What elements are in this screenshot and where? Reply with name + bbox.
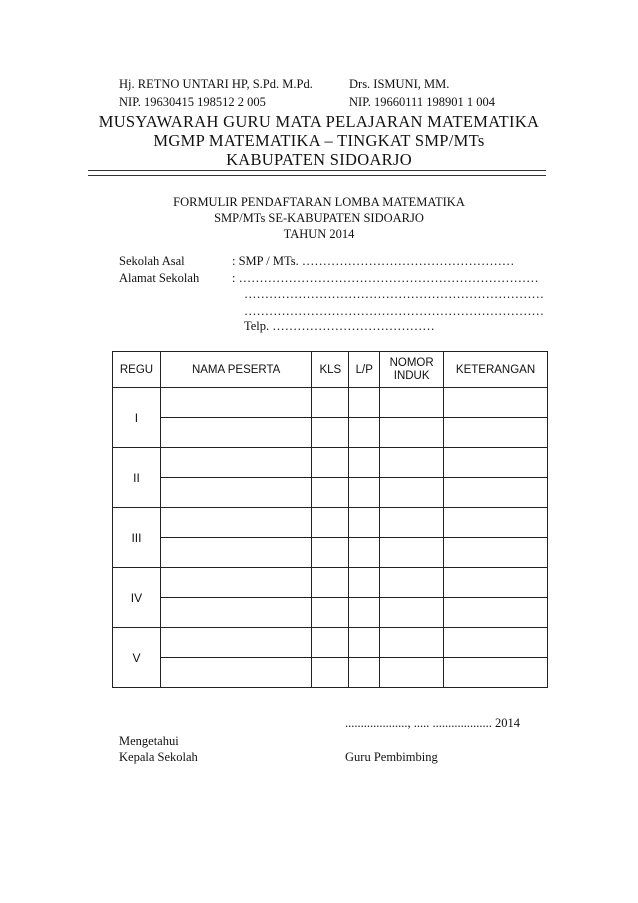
keterangan-cell[interactable] bbox=[444, 388, 548, 418]
table-row bbox=[113, 598, 548, 628]
keterangan-cell[interactable] bbox=[444, 568, 548, 598]
kls-cell[interactable] bbox=[312, 628, 349, 658]
table-row bbox=[113, 418, 548, 448]
nomor-cell[interactable] bbox=[380, 478, 444, 508]
keterangan-cell[interactable] bbox=[444, 628, 548, 658]
table-row bbox=[113, 628, 548, 658]
regu-cell: II bbox=[113, 448, 161, 508]
lp-cell[interactable] bbox=[349, 598, 380, 628]
lp-cell[interactable] bbox=[349, 418, 380, 448]
signatory-2-name: Drs. ISMUNI, MM. bbox=[349, 77, 450, 91]
col-nomor-line-1: NOMOR bbox=[389, 356, 434, 369]
signatory-1-name: Hj. RETNO UNTARI HP, S.Pd. M.Pd. bbox=[119, 77, 313, 91]
col-lp: L/P bbox=[349, 352, 380, 388]
nama-cell[interactable] bbox=[160, 598, 311, 628]
sekolah-asal-label: Sekolah Asal bbox=[119, 254, 185, 268]
table-row bbox=[113, 658, 548, 688]
nomor-cell[interactable] bbox=[380, 448, 444, 478]
form-title-line-3: TAHUN 2014 bbox=[283, 227, 355, 241]
table-row bbox=[113, 478, 548, 508]
table-row bbox=[113, 508, 548, 538]
registration-table bbox=[112, 351, 548, 688]
keterangan-cell[interactable] bbox=[444, 508, 548, 538]
form-title-line-1: FORMULIR PENDAFTARAN LOMBA MATEMATIKA bbox=[173, 195, 465, 209]
col-regu: REGU bbox=[113, 352, 161, 388]
nama-cell[interactable] bbox=[160, 628, 311, 658]
lp-cell[interactable] bbox=[349, 448, 380, 478]
kls-cell[interactable] bbox=[312, 598, 349, 628]
alamat-sekolah-label: Alamat Sekolah bbox=[119, 271, 200, 285]
keterangan-cell[interactable] bbox=[444, 448, 548, 478]
keterangan-cell[interactable] bbox=[444, 598, 548, 628]
col-kls: KLS bbox=[312, 352, 349, 388]
date-field[interactable]: ...................., ..... ................... 2014 bbox=[345, 716, 520, 730]
col-keterangan: KETERANGAN bbox=[444, 352, 548, 388]
table-row bbox=[113, 538, 548, 568]
table-row bbox=[113, 448, 548, 478]
mengetahui-label: Mengetahui bbox=[119, 734, 179, 748]
telp-field[interactable]: Telp. ………………………………… bbox=[244, 319, 435, 333]
header-line-2: MGMP MATEMATIKA – TINGKAT SMP/MTs bbox=[153, 131, 485, 150]
col-nomor-induk bbox=[380, 352, 444, 388]
lp-cell[interactable] bbox=[349, 388, 380, 418]
nomor-cell[interactable] bbox=[380, 658, 444, 688]
nama-cell[interactable] bbox=[160, 658, 311, 688]
nama-cell[interactable] bbox=[160, 388, 311, 418]
nomor-cell[interactable] bbox=[380, 508, 444, 538]
regu-cell: IV bbox=[113, 568, 161, 628]
regu-cell: I bbox=[113, 388, 161, 448]
nama-cell[interactable] bbox=[160, 508, 311, 538]
sekolah-asal-field[interactable]: : SMP / MTs. …………………………………………… bbox=[232, 254, 515, 268]
kls-cell[interactable] bbox=[312, 478, 349, 508]
nomor-cell[interactable] bbox=[380, 418, 444, 448]
col-nama-peserta: NAMA PESERTA bbox=[160, 352, 311, 388]
keterangan-cell[interactable] bbox=[444, 538, 548, 568]
alamat-sekolah-field-2[interactable]: ……………………………………………………………… bbox=[244, 287, 544, 301]
kepala-sekolah-label: Kepala Sekolah bbox=[119, 750, 198, 764]
kls-cell[interactable] bbox=[312, 538, 349, 568]
table-row bbox=[113, 568, 548, 598]
table-row bbox=[113, 388, 548, 418]
lp-cell[interactable] bbox=[349, 538, 380, 568]
nama-cell[interactable] bbox=[160, 538, 311, 568]
alamat-sekolah-field-1[interactable]: : ……………………………………………………………… bbox=[232, 271, 539, 285]
alamat-sekolah-field-3[interactable]: ……………………………………………………………… bbox=[244, 304, 544, 318]
nomor-cell[interactable] bbox=[380, 598, 444, 628]
kls-cell[interactable] bbox=[312, 568, 349, 598]
nama-cell[interactable] bbox=[160, 568, 311, 598]
double-divider bbox=[88, 170, 546, 176]
nomor-cell[interactable] bbox=[380, 388, 444, 418]
keterangan-cell[interactable] bbox=[444, 478, 548, 508]
lp-cell[interactable] bbox=[349, 478, 380, 508]
table-header-row bbox=[113, 352, 548, 388]
kls-cell[interactable] bbox=[312, 508, 349, 538]
form-title-line-2: SMP/MTs SE-KABUPATEN SIDOARJO bbox=[214, 211, 424, 225]
nomor-cell[interactable] bbox=[380, 538, 444, 568]
lp-cell[interactable] bbox=[349, 568, 380, 598]
nomor-cell[interactable] bbox=[380, 628, 444, 658]
kls-cell[interactable] bbox=[312, 658, 349, 688]
header-line-1: MUSYAWARAH GURU MATA PELAJARAN MATEMATIKA bbox=[98, 112, 540, 131]
signatory-2-nip: NIP. 19660111 198901 1 004 bbox=[349, 95, 495, 109]
regu-cell: V bbox=[113, 628, 161, 688]
keterangan-cell[interactable] bbox=[444, 418, 548, 448]
nama-cell[interactable] bbox=[160, 448, 311, 478]
lp-cell[interactable] bbox=[349, 628, 380, 658]
kls-cell[interactable] bbox=[312, 448, 349, 478]
signatory-1-nip: NIP. 19630415 198512 2 005 bbox=[119, 95, 266, 109]
col-nomor-line-2: INDUK bbox=[393, 369, 430, 382]
kls-cell[interactable] bbox=[312, 418, 349, 448]
nama-cell[interactable] bbox=[160, 478, 311, 508]
lp-cell[interactable] bbox=[349, 508, 380, 538]
lp-cell[interactable] bbox=[349, 658, 380, 688]
header-line-3: KABUPATEN SIDOARJO bbox=[226, 150, 412, 169]
guru-pembimbing-label: Guru Pembimbing bbox=[345, 750, 438, 764]
keterangan-cell[interactable] bbox=[444, 658, 548, 688]
nama-cell[interactable] bbox=[160, 418, 311, 448]
kls-cell[interactable] bbox=[312, 388, 349, 418]
nomor-cell[interactable] bbox=[380, 568, 444, 598]
regu-cell: III bbox=[113, 508, 161, 568]
